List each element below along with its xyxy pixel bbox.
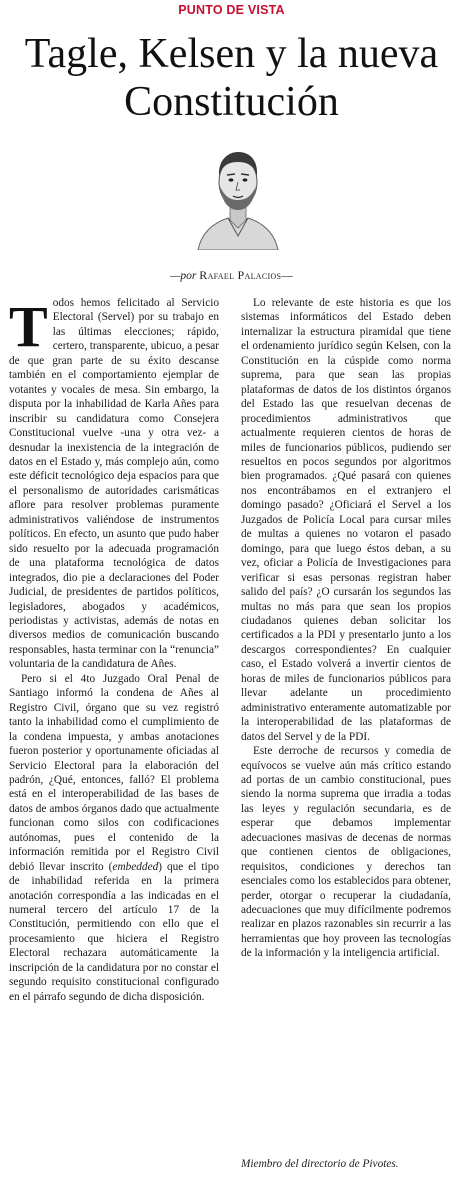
paragraph-3: Lo relevante de este historia es que los sistemas informáticos del Estado deben internalizar la estructura piramidal que tiene el ordenamiento jurídico según Kelsen, con la Constitución en la cúspide como norma suprema, para que sean las propias plataformas de datos de los distintos órganos del Estado las que resuelvan decenas de procedimientos administrativos que actualmente requieren cientos de horas de miles de funcionarios públicos, pudiendo ser resueltos en pocos segundos por algoritmos bien programados. ¿Qué pasará con quienes nos encontrábamos en el extranjero el domingo pasado? ¿Oficiará el Servel a los Juzgados de Policía Local para cursar miles de multas a quienes no votaron el pasado domingo, para que luego éstos deban, a su vez, oficiar a Policía de Investigaciones para verificar si esas personas registran haber salido del país? ¿O cursarán los segundos las multas no más para que sean los propios ciudadanos quienes deban solicitar los certificados a la PDI y presentarlo junto a los descargos correspondientes? En cualquier caso, el Estado volverá a invertir cientos de horas de miles de funcionarios públicos para llevar adelante un procedimiento administrativo enteramente automatizable por la interoperabilidad de las plataformas de datos del Servel y de la PDI. (241, 297, 451, 743)
byline-author: Rafael Palacios (199, 268, 282, 282)
paragraph-2-emphasis: embedded (112, 860, 159, 873)
article-column-left (9, 296, 219, 1004)
paragraph-2-text-b: ) que el tipo de inhabilidad referida en la primera anotación correspondía a las indicadas en el numeral tercero del artículo 17 de la Constitución, permitiendo con ello que el procesamiento que hiciera el Registro Electoral rechazara automáticamente la inscripción de la candidatura por no constar el segundo requisito constitucional configurado en el párrafo segundo de dicha disposición. (9, 860, 219, 1003)
paragraph-1 (9, 296, 219, 672)
paragraph-2 (9, 672, 219, 1004)
headline: Tagle, Kelsen y la nueva Constitución (24, 31, 439, 125)
paragraph-2-text-a: Pero si el 4to Juzgado Oral Penal de Santiago informó la condena de Añes al Registro Civil, órgano que su vez registró tanto la inhabilidad como el cumplimiento de la condena impuesta, y ambas anotaciones fueron posterior y oportunamente oficiadas al Servicio Electoral para la elaboración del padrón, ¿Qué, entonces, falló? El problema está en el interoperabilidad de las bases de datos de ambos órganos dado que actualmente funcionan como silos con codificaciones autónomas, pues el contenido de la información remitida por el Registro Civil debió llevar inscrito ( (9, 672, 219, 873)
byline-prefix: —por (170, 270, 197, 282)
section-label: PUNTO DE VISTA (178, 3, 285, 17)
author-note: Miembro del directorio de Pivotes. (241, 1158, 399, 1170)
byline (0, 268, 463, 283)
author-portrait (196, 138, 280, 250)
drop-cap: T (9, 294, 48, 359)
byline-suffix: — (281, 270, 293, 282)
paragraph-1-text: odos hemos felicitado al Servicio Electoral (Servel) por su trabajo en las últimas elecciones; rápido, certero, transparente, ubicuo, a pesar de que gran parte de su éxito descanse también en el comportamiento ejemplar de votantes y vocales de mesa. Sin embargo, la disputa por la inhabilidad de Karla Añes para inscribir su candidatura como Consejera Constitucional vuelve -una y otra vez- a desnudar la inexistencia de la integración de datos en el Estado y, más complejo aún, como este déficit tecnológico deja espacios para que el personalismo de autoridades carismáticas aflore para resolver problemas puramente administrativos valiéndose de instrumentos políticos. En efecto, un asunto que pudo haber sido resuelto por la adecuada programación de una plataforma tecnológica de datos integrados, dio pie a declaraciones del Poder Judicial, de presidentes de partidos políticos, legisladores, abogados y académicos, periodistas y activistas, además de notas en diversos medios de comunicación buscando responsables, hasta terminar con la “renuncia” voluntaria de la candidatura de Añes. (9, 297, 219, 671)
article-column-right (241, 296, 451, 961)
paragraph-4: Este derroche de recursos y comedia de equívocos se vuelve aún más crítico estando ad portas de un cambio constitucional, pues siendo la norma suprema que irradia a todas las leyes y regulación secundaria, es de esperar que debamos implementar adecuaciones masivas de decenas de normas que contienen cientos de obligaciones, requisitos, condiciones y derechos tan esenciales como los establecidos para obtener, perder, otorgar o recuperar la ciudadanía, adecuaciones que muy difícilmente podremos realizar en plazos razonables sin recurrir a las herramientas que hoy proveen las tecnologías de la información y la inteligencia artificial. (241, 745, 451, 960)
